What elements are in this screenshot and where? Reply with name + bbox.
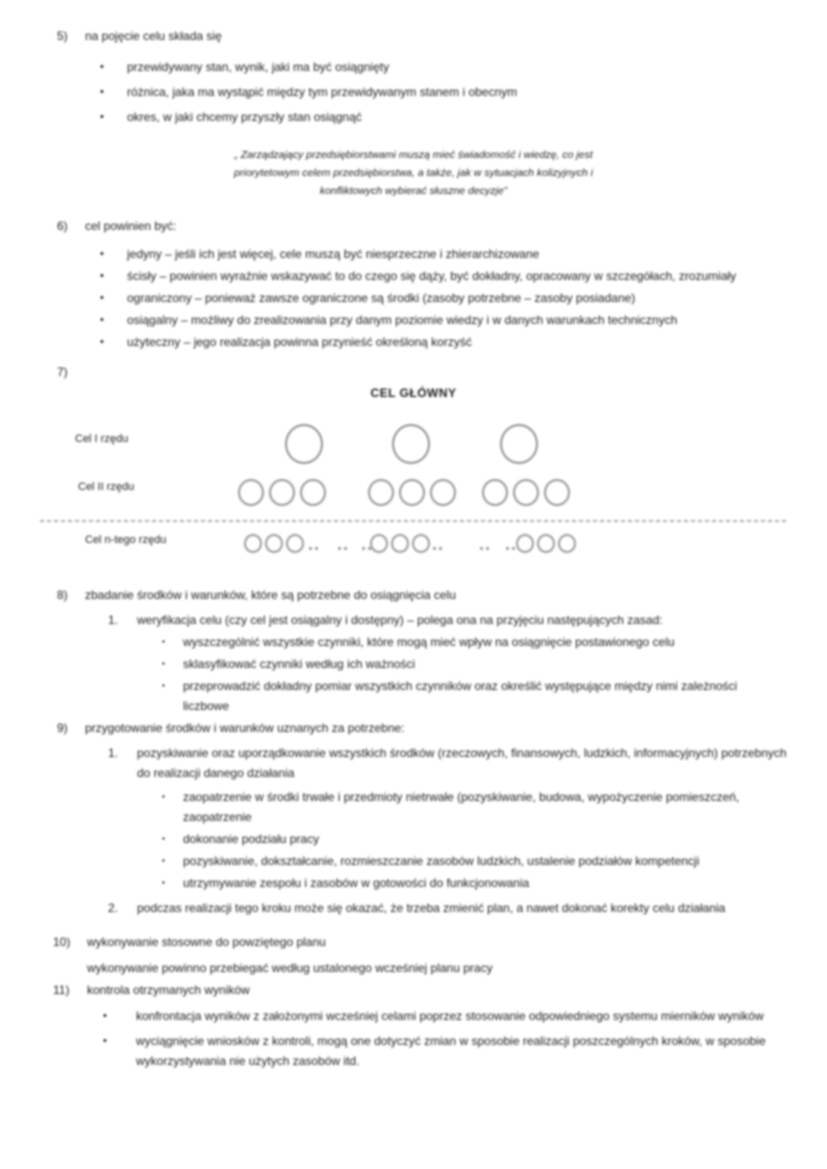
list-item — [100, 288, 787, 308]
list-item-text: sklasyfikować czynniki według ich ważności — [183, 657, 416, 671]
ellipsis-dots — [433, 547, 442, 550]
sub-item — [108, 743, 787, 783]
diagram-row1-label: Cel I rzędu — [75, 433, 129, 445]
list-item-text: okres, w jaki chcemy przyszły stan osiągnąć — [127, 110, 362, 124]
list-item — [100, 332, 787, 352]
list-item — [162, 676, 783, 716]
section-number: 5) — [57, 29, 68, 43]
section-9-heading — [57, 718, 787, 738]
list-item-text: osiągalny – możliwy do zrealizowania przy danym poziomie wiedzy i w danych warunkach technicznych — [127, 313, 678, 327]
list-item — [100, 266, 787, 286]
list-item — [162, 787, 787, 827]
list-item-text: konfrontacja wyników z założonymi wcześniej celami poprzez stosowanie odpowiedniego systemu mierników wyników — [136, 1009, 764, 1023]
list-item — [162, 851, 787, 871]
numbered-sublist — [108, 610, 783, 630]
goal-circle-group-leveln — [370, 534, 430, 553]
list-item — [103, 1031, 776, 1071]
section-8-heading — [57, 585, 783, 605]
goal-circle-leveln — [244, 534, 262, 553]
list-item-text: przeprowadzić dokładny pomiar wszystkich czynników oraz określić występujące między nimi zależności liczbowe — [183, 679, 738, 713]
square-bullet-icon: ▪ — [162, 637, 165, 646]
goal-circle-group-level2 — [482, 479, 570, 506]
sub-number: 1. — [108, 613, 119, 627]
list-item — [100, 310, 787, 330]
goal-circle-level2 — [269, 479, 295, 506]
ellipsis-dots — [309, 547, 318, 550]
goal-circle-leveln — [286, 534, 304, 553]
diagram-row2-label: Cel II rzędu — [78, 481, 135, 493]
list-item-text: pozyskiwanie, dokształcanie, rozmieszczanie zasobów ludzkich, ustalenie podziałów kompetencji — [183, 854, 700, 868]
bullet-list — [100, 244, 787, 352]
list-item-text: ścisły – powinien wyraźnie wskazywać to do czego się dąży, być dokładny, opracowany w szczegółach, zrozumiały — [127, 269, 737, 283]
sub-item — [108, 610, 783, 630]
goal-circle-group-level2 — [368, 479, 456, 506]
section-10-heading — [53, 932, 767, 952]
goal-circle-level2 — [300, 479, 326, 506]
quote-line: „ Zarządzający przedsiębiorstwami muszą mieć świadomość i wiedzę, co jest — [234, 149, 593, 161]
section-6 — [57, 216, 787, 354]
list-item-text: użyteczny – jego realizacja powinna przynieść określoną korzyść — [127, 335, 472, 349]
section-title: kontrola otrzymanych wyników — [87, 983, 250, 997]
list-item-text: utrzymywanie zespołu i zasobów w gotowości do funkcjonowania — [183, 876, 530, 890]
bullet-list — [162, 632, 783, 716]
bullet-icon: • — [100, 86, 104, 98]
goal-circle-leveln — [537, 534, 555, 553]
list-item-text: jedyny – jeśli ich jest więcej, cele muszą być niesprzeczne i zhierarchizowane — [127, 247, 540, 261]
diagram-row3-label: Cel n-tego rzędu — [85, 534, 167, 546]
bullet-icon: • — [100, 314, 104, 326]
list-item — [162, 632, 783, 652]
square-bullet-icon: ▪ — [162, 878, 165, 887]
list-item — [100, 57, 782, 77]
goal-circle-level2 — [368, 479, 394, 506]
bullet-icon: • — [100, 61, 104, 73]
section-10 — [53, 932, 767, 978]
section-title: wykonywanie stosowne do powziętego planu — [87, 935, 326, 949]
section-7-number — [57, 362, 68, 382]
list-item — [162, 829, 787, 849]
section-8 — [57, 585, 783, 716]
section-5-heading — [57, 26, 782, 46]
section-9 — [57, 718, 787, 918]
goal-circle-level1 — [500, 424, 538, 464]
section-11 — [53, 980, 776, 1076]
goal-circle-leveln — [265, 534, 283, 553]
section-title: na pojęcie celu składa się — [85, 29, 222, 43]
list-item — [103, 1006, 776, 1026]
numbered-sublist — [108, 743, 787, 783]
goal-circle-leveln — [516, 534, 534, 553]
list-item — [162, 654, 783, 674]
quote-block — [0, 146, 827, 200]
square-bullet-icon: ▪ — [162, 659, 165, 668]
goal-circle-leveln — [412, 534, 430, 553]
bullet-icon: • — [100, 336, 104, 348]
goal-circle-level2 — [430, 479, 456, 506]
bullet-icon: • — [100, 270, 104, 282]
sub-item — [108, 898, 787, 918]
section-number: 6) — [57, 219, 68, 233]
bullet-icon: • — [100, 248, 104, 260]
numbered-sublist — [108, 898, 787, 918]
section-11-heading — [53, 980, 776, 1000]
list-item — [100, 82, 782, 102]
list-item-text: różnica, jaka ma wystąpić między tym przewidywanym stanem i obecnym — [127, 85, 518, 99]
goal-circle-level2 — [482, 479, 508, 506]
bullet-list — [100, 57, 782, 127]
bullet-icon: • — [103, 1035, 107, 1047]
goal-circle-level1 — [392, 424, 430, 464]
section-5 — [57, 26, 782, 132]
sub-item-text: weryfikacja celu (czy cel jest osiągalny i dostępny) – polega ona na przyjęciu następujących zasad: — [137, 613, 663, 627]
sub-item-text: pozyskiwanie oraz uporządkowanie wszystkich środków (rzeczowych, finansowych, ludzkich, informacyjnych) potrzebnych do realizacji danego działania — [137, 746, 787, 780]
section-title: zbadanie środków i warunków, które są potrzebne do osiągnięcia celu — [85, 588, 456, 602]
section-title: cel powinien być: — [85, 219, 177, 233]
list-item-text: zaopatrzenie w środki trwałe i przedmioty nietrwałe (pozyskiwanie, budowa, wypożyczenie pomieszczeń, zaopatrzenie — [183, 790, 740, 824]
list-item — [162, 873, 787, 893]
list-item-text: ograniczony – ponieważ zawsze ograniczone są środki (zasoby potrzebne – zasoby posiadane) — [127, 291, 636, 305]
goal-circle-level2 — [399, 479, 425, 506]
ellipsis-dots — [506, 547, 515, 550]
quote-line: priorytetowym celem przedsiębiorstwa, a także, jak w sytuacjach kolizyjnych i — [234, 167, 593, 179]
goal-circle-level2 — [238, 479, 264, 506]
sub-number: 1. — [108, 746, 119, 760]
goal-circle-level2 — [544, 479, 570, 506]
goal-circle-group-leveln — [516, 534, 576, 553]
square-bullet-icon: ▪ — [162, 681, 165, 690]
goal-circle-level1 — [285, 424, 323, 464]
ellipsis-dots — [480, 547, 489, 550]
sub-number: 2. — [108, 901, 119, 915]
square-bullet-icon: ▪ — [162, 834, 165, 843]
bullet-icon: • — [100, 292, 104, 304]
diagram-title: CEL GŁÓWNY — [370, 386, 457, 400]
goal-circle-leveln — [391, 534, 409, 553]
list-item-text: wyszczególnić wszystkie czynniki, które mogą mieć wpływ na osiągnięcie postawionego celu — [183, 635, 675, 649]
bullet-icon: • — [100, 111, 104, 123]
list-item — [100, 244, 787, 264]
square-bullet-icon: ▪ — [162, 792, 165, 801]
section-number: 7) — [57, 365, 68, 379]
ellipsis-dots — [338, 547, 347, 550]
list-item-text: wyciągnięcie wniosków z kontroli, mogą one dotyczyć zmian w sposobie realizacji poszczególnych kroków, w sposobie wykorzystywania nie użytych zasobów itd. — [136, 1034, 766, 1068]
sub-item-text: podczas realizacji tego kroku może się okazać, że trzeba zmienić plan, a nawet dokonać korekty celu działania — [137, 901, 726, 915]
quote-line: konfliktowych wybierać słuszne decyzje” — [319, 185, 508, 197]
goal-circle-leveln — [558, 534, 576, 553]
list-item — [100, 107, 782, 127]
list-item-text: przewidywany stan, wynik, jaki ma być osiągnięty — [127, 60, 390, 74]
goal-circle-level2 — [513, 479, 539, 506]
goal-circle-group-level2 — [238, 479, 326, 506]
square-bullet-icon: ▪ — [162, 856, 165, 865]
section-number: 11) — [53, 983, 70, 997]
bullet-list — [103, 1006, 776, 1071]
section-6-heading — [57, 216, 787, 236]
bullet-list — [162, 787, 787, 893]
goal-circle-group-leveln — [244, 534, 304, 553]
section-title: przygotowanie środków i warunków uznanych za potrzebne: — [85, 721, 405, 735]
dashed-divider — [40, 520, 787, 522]
section-number: 9) — [57, 721, 68, 735]
bullet-icon: • — [103, 1010, 107, 1022]
goal-circle-leveln — [370, 534, 388, 553]
section-number: 10) — [53, 935, 71, 949]
section-number: 8) — [57, 588, 68, 602]
section-10-body: wykonywanie powinno przebiegać według ustalonego wcześniej planu pracy — [87, 961, 493, 975]
list-item-text: dokonanie podziału pracy — [183, 832, 320, 846]
